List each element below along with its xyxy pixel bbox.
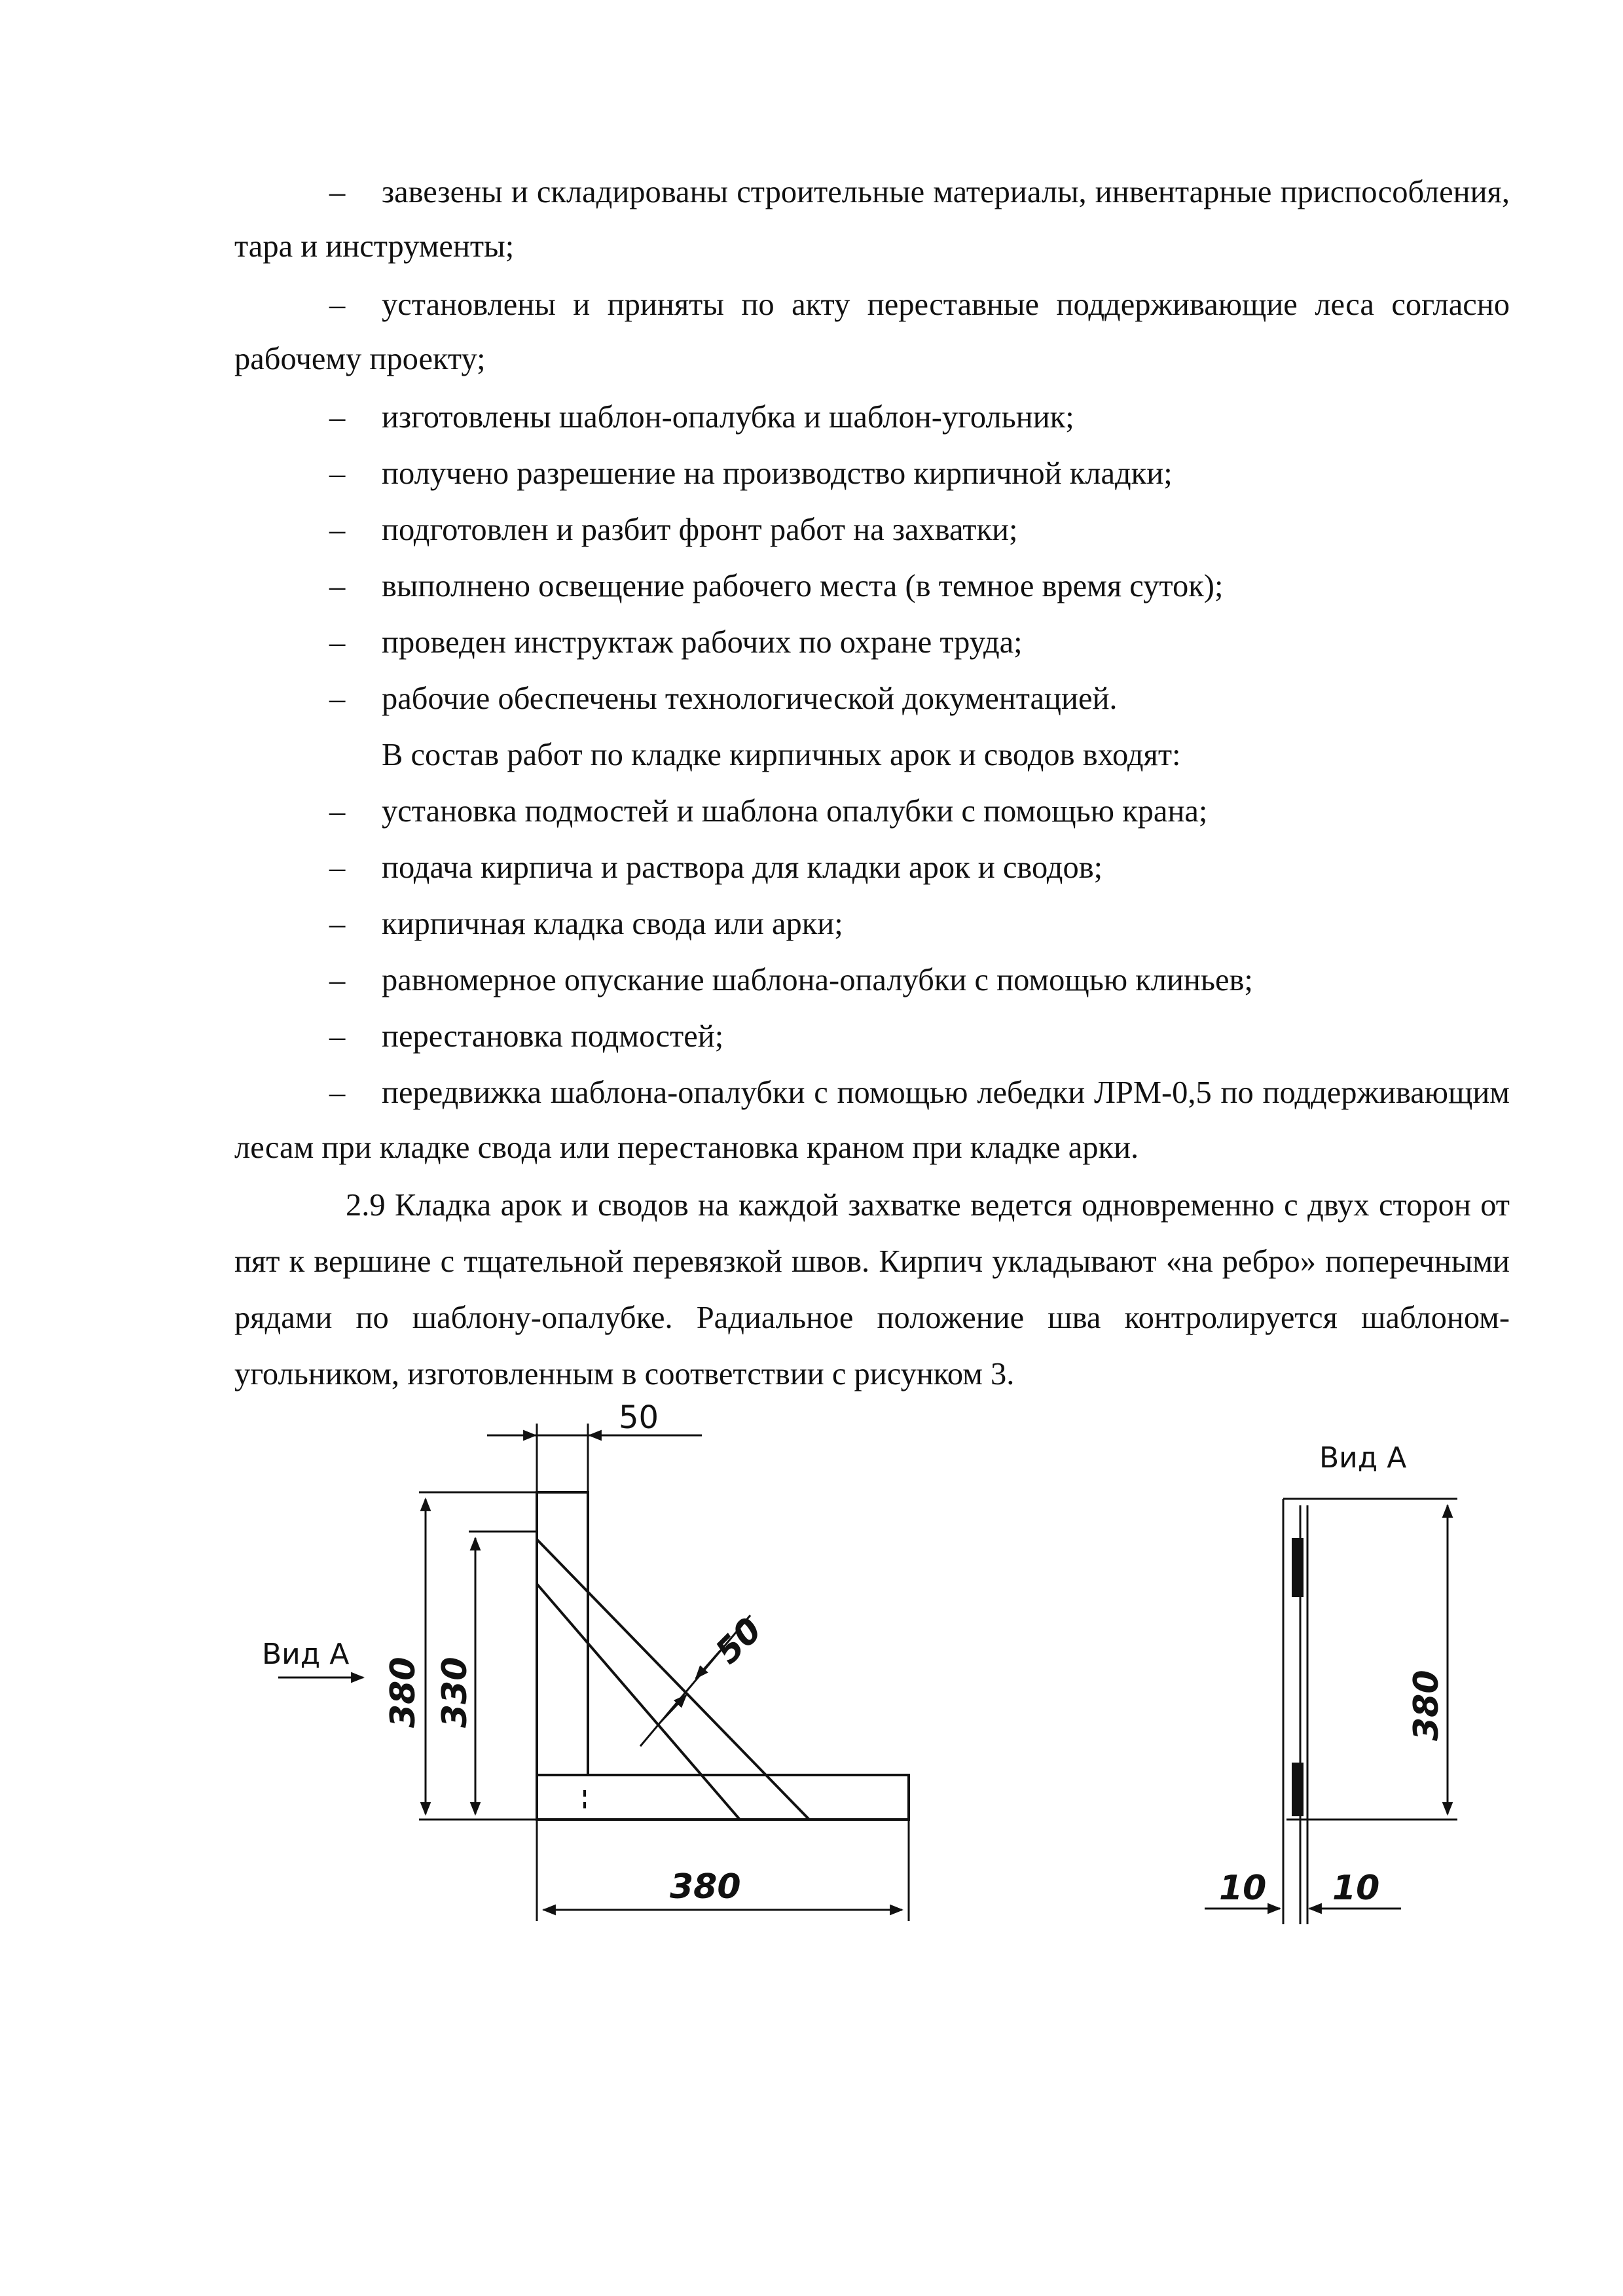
dim-side-left-label: 10: [1219, 1869, 1267, 1908]
list-item-text: кирпичная кладка свода или арки;: [382, 906, 843, 941]
list-item-text: получено разрешение на производство кирпичной кладки;: [382, 456, 1173, 491]
dim-height-outer-label: 380: [384, 1657, 423, 1728]
vertical-leg: [537, 1492, 588, 1821]
bullet-dash: –: [329, 287, 346, 322]
view-a-label-front: Вид А: [262, 1638, 350, 1671]
paragraph-line: установлены и приняты по акту переставные поддерживающие леса согласно: [382, 287, 1510, 322]
bullet-dash: –: [329, 681, 346, 716]
bullet-dash: –: [329, 400, 346, 435]
list-item-text: подача кирпича и раствора для кладки арок и сводов;: [382, 850, 1103, 885]
list-item-text: рабочие обеспечены технологической документацией.: [382, 681, 1118, 716]
dim-top-label: 50: [619, 1399, 659, 1436]
paragraph-line: тара и инструменты;: [234, 229, 515, 264]
bullet-dash: –: [329, 456, 346, 491]
list-item-text: изготовлены шаблон-опалубка и шаблон-угольник;: [382, 400, 1074, 435]
dim-height-inner-label: 330: [435, 1657, 475, 1728]
dim-diagonal-label: 50: [708, 1610, 770, 1672]
list-item-text: перестановка подмостей;: [382, 1019, 724, 1054]
bullet-dash: –: [329, 175, 346, 209]
bullet-dash: –: [329, 512, 346, 547]
horizontal-base: [537, 1775, 909, 1820]
list-item-text: подготовлен и разбит фронт работ на захватки;: [382, 512, 1018, 547]
section-2-9-line: угольником, изготовленным в соответствии с рисунком 3.: [234, 1357, 1015, 1391]
section-2-9-line: рядами по шаблону-опалубке. Радиальное положение шва контролируется шаблоном-: [234, 1300, 1510, 1335]
bullet-dash: –: [329, 906, 346, 941]
bullet-dash: –: [329, 850, 346, 885]
list-item-text: установка подмостей и шаблона опалубки с помощью крана;: [382, 794, 1208, 829]
paragraph-line: лесам при кладке свода или перестановка краном при кладке арки.: [234, 1130, 1139, 1165]
bullet-dash: –: [329, 1075, 346, 1110]
bullet-dash: –: [329, 963, 346, 997]
dim-bottom-label: 380: [670, 1867, 741, 1907]
list-item-text: выполнено освещение рабочего места (в темное время суток);: [382, 569, 1224, 603]
list-item-text: равномерное опускание шаблона-опалубки с помощью клиньев;: [382, 963, 1253, 997]
view-a-label-side: Вид А: [1319, 1441, 1407, 1475]
diagonal-brace-edge: [537, 1539, 809, 1820]
dim-side-height-label: 380: [1407, 1670, 1446, 1741]
composition-heading: В состав работ по кладке кирпичных арок и сводов входят:: [382, 738, 1181, 772]
dim-side-right-label: 10: [1332, 1869, 1380, 1908]
bullet-dash: –: [329, 625, 346, 660]
bullet-dash: –: [329, 1019, 346, 1054]
front-view-drawing: [278, 1424, 909, 1921]
section-2-9-line: 2.9 Кладка арок и сводов на каждой захватке ведется одновременно с двух сторон от: [346, 1188, 1510, 1223]
list-item-text: проведен инструктаж рабочих по охране труда;: [382, 625, 1023, 660]
paragraph-line: передвижка шаблона-опалубки с помощью лебедки ЛРМ-0,5 по поддерживающим: [382, 1075, 1510, 1110]
bullet-dash: –: [329, 794, 346, 829]
paragraph-line: завезены и складированы строительные материалы, инвентарные приспособления,: [382, 175, 1510, 209]
paragraph-line: рабочему проекту;: [234, 342, 486, 376]
diagonal-brace-edge: [537, 1584, 740, 1820]
bullet-dash: –: [329, 569, 346, 603]
section-2-9-line: пят к вершине с тщательной перевязкой швов. Кирпич укладывают «на ребро» поперечными: [234, 1244, 1510, 1279]
